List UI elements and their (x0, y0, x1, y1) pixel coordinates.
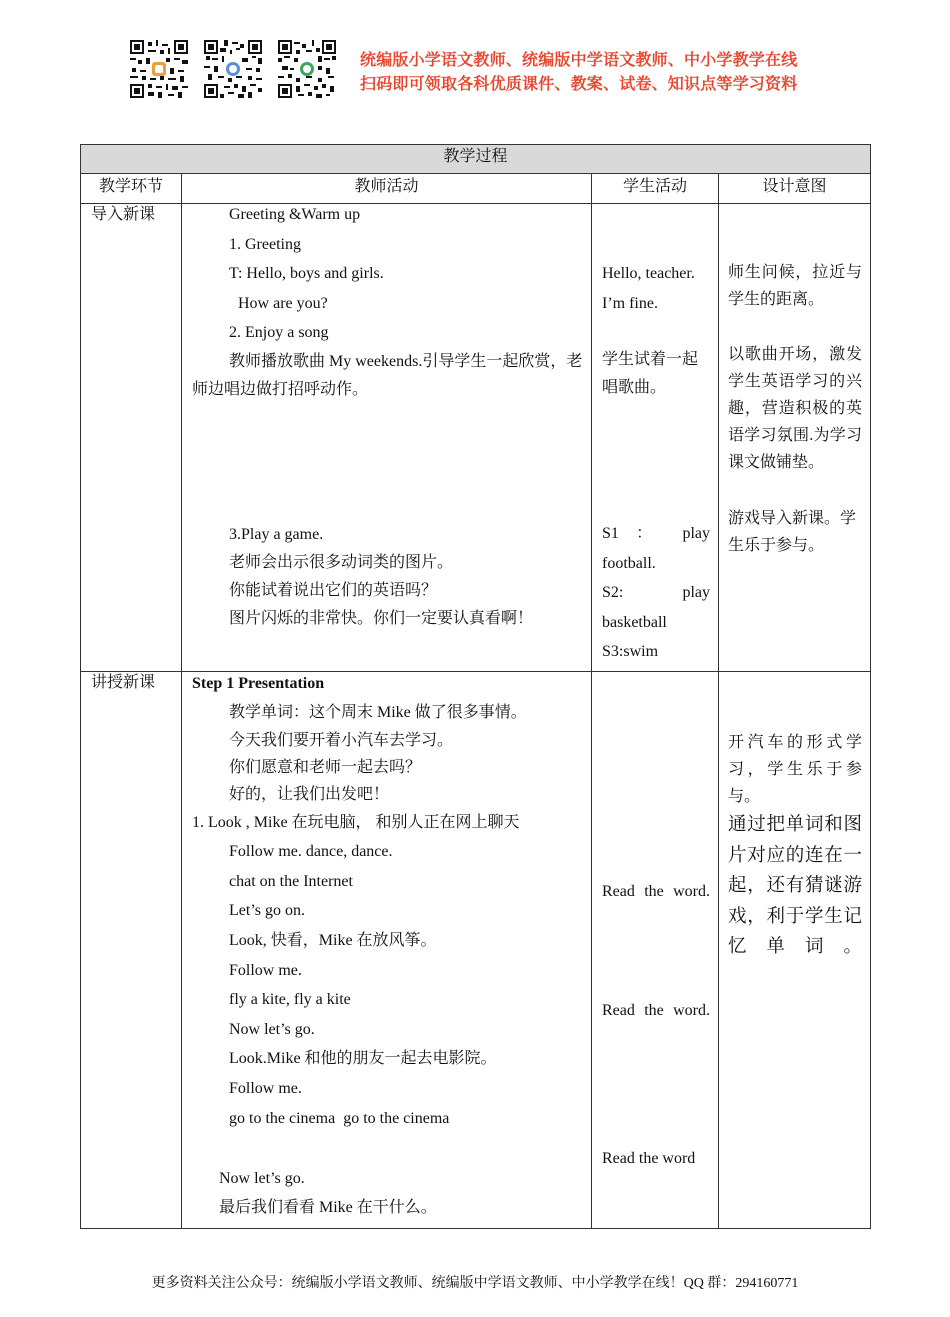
promo-text (360, 48, 797, 96)
student-activity-game: S1 ： play football. S2: play basketball S3:swim (602, 525, 710, 661)
page-header (130, 40, 850, 104)
page-footer: 更多资料关注公众号：统编版小学语文教师、统编版中学语文教师、中小学教学在线！QQ 群：294160771 (151, 1276, 799, 1291)
design-intent-song: 以歌曲开场，激发学生英语学习的兴趣，营造积极的英语学习氛围.为学习课文做铺垫。 (728, 346, 862, 471)
student-activity-read-word: Read the word (602, 1150, 696, 1167)
teacher-activity-presentation: Step 1 Presentation 教学单词：这个周末 Mike 做了很多事情。 今天我们要开着小汽车去学习。 你们愿意和老师一起去吗？ 好的，让我们出发吧！ 1. Look , Mike 在玩电脑， 和别人正在网上聊天 Follow me. dance, dance. chat on the Internet Let’s go on. Look, 快看，Mike 在放风筝。 Follow me. fly a kite, fly a kite Now let’s go. Look.Mike 和他的朋友一起去电影院。 Follow me. go to the cinema go to the cinema (192, 675, 527, 1127)
table-title: 教学过程 (443, 148, 508, 165)
column-header-stage: 教学环节 (98, 178, 163, 195)
promo-line-2: 扫码即可领取各科优质课件、教案、试卷、知识点等学习资料 (360, 74, 798, 93)
teacher-activity-closing: Now let’s go. 最后我们看看 Mike 在干什么。 (219, 1170, 437, 1216)
column-header-teacher: 教师活动 (354, 178, 419, 195)
qr-code-icon (204, 40, 262, 98)
qr-code-icon (278, 40, 336, 98)
student-activity-read-word: Read the word. (602, 1002, 710, 1019)
column-divider (181, 173, 182, 1228)
design-intent-large: 通过把单词和图片对应的连在一起，还有猜谜游戏，利于学生记忆单词。 (728, 815, 862, 957)
column-divider (591, 173, 592, 1228)
stage-label: 讲授新课 (91, 674, 156, 691)
design-intent-game: 游戏导入新课。学生乐于参与。 (728, 510, 857, 554)
design-intent-greeting: 师生问候，拉近与学生的距离。 (728, 264, 862, 308)
design-intent-small: 开汽车的形式学习，学生乐于参与。 (728, 734, 862, 805)
promo-line-1: 统编版小学语文教师、统编版中学语文教师、中小学教学在线 (360, 50, 798, 69)
stage-label: 导入新课 (91, 206, 156, 223)
teacher-activity-game: 3.Play a game. 老师会出示很多动词类的图片。 你能试着说出它们的英语吗？ 图片闪烁的非常快。你们一定要认真看啊！ (229, 526, 534, 627)
teacher-activity-intro: Greeting &Warm up 1. Greeting T: Hello, boys and girls. How are you? 2. Enjoy a song 教师播放歌曲 My weekends.引导学生一起欣赏，老师边唱边做打招呼动作。 (192, 206, 583, 398)
lesson-process-table (80, 144, 871, 1229)
student-activity-read-word: Read the word. (602, 883, 710, 900)
student-activity-song: 学生试着一起唱歌曲。 (602, 351, 699, 396)
column-header-intent: 设计意图 (762, 178, 827, 195)
column-header-student: 学生活动 (622, 178, 687, 195)
column-divider (718, 173, 719, 1228)
qr-code-icon (130, 40, 188, 98)
student-activity-greeting: Hello, teacher. I’m fine. (602, 265, 695, 312)
design-intent-presentation (728, 729, 862, 963)
